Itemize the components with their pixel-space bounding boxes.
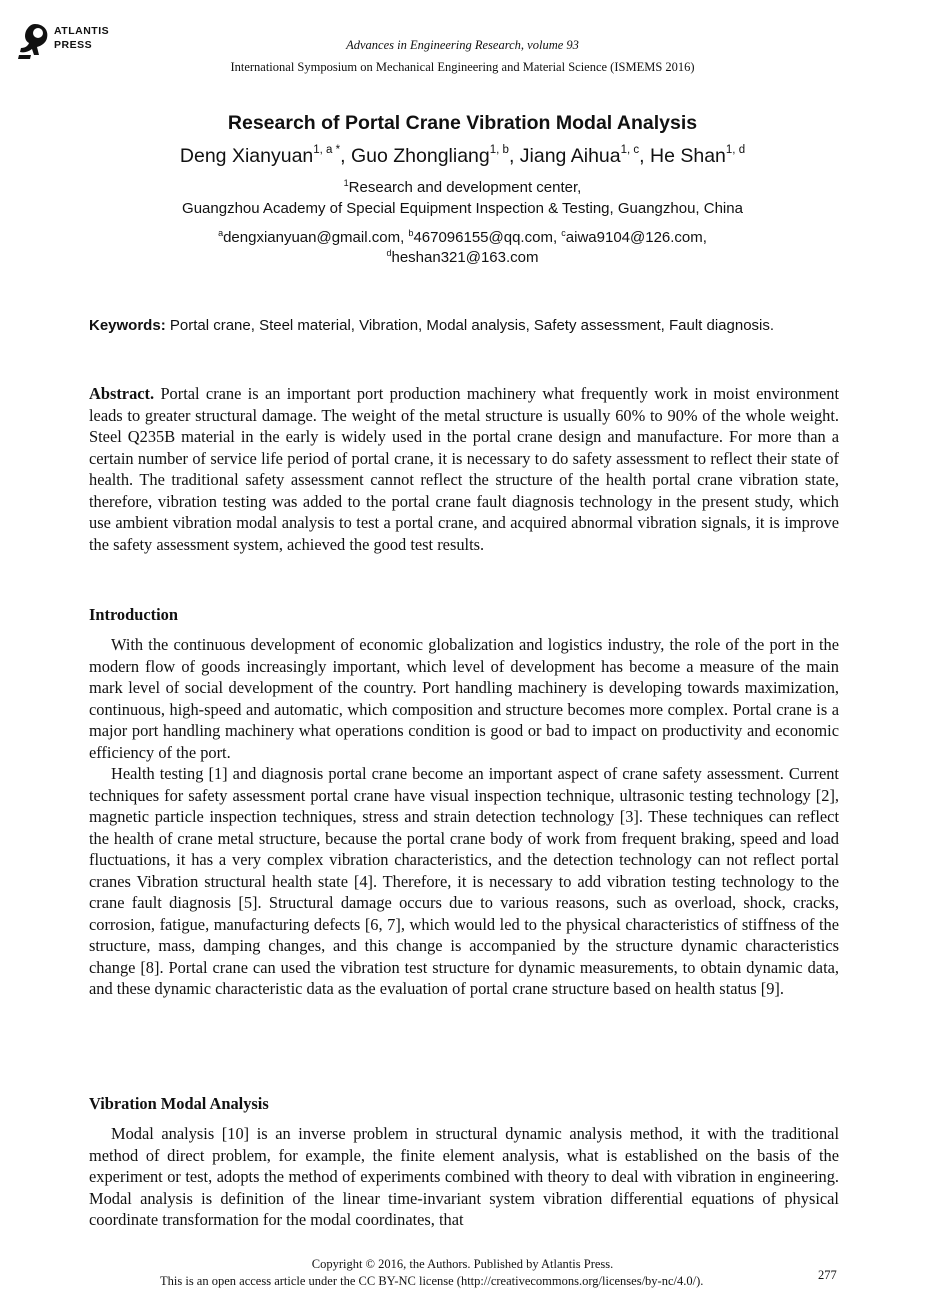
abstract bbox=[89, 383, 839, 555]
email-address[interactable]: dengxianyuan@gmail.com bbox=[223, 229, 401, 246]
author-name: Jiang Aihua bbox=[519, 145, 621, 167]
author-superscript: 1, a * bbox=[313, 144, 341, 156]
vibration-modal-analysis-body bbox=[89, 1123, 839, 1231]
keywords-text: Portal crane, Steel material, Vibration, Modal analysis, Safety assessment, Fault diagnosis. bbox=[169, 317, 775, 334]
email-list: $^a$dengxianyuan@gmail.com, $^b$467096155@qq.com, $^c$aiwa9104@126.com, bbox=[218, 228, 707, 246]
keywords bbox=[89, 316, 839, 336]
affiliation-superscript: 1 bbox=[343, 178, 349, 188]
journal-title: Advances in Engineering Research, volume 93 bbox=[346, 38, 579, 52]
author-list: Deng Xianyuan$^{1, a *}$, Guo Zhongliang$^{1, b}$, Jiang Aihua$^{1, c}$, He Shan$^{1, d}$ bbox=[179, 144, 746, 167]
email-address[interactable]: aiwa9104@126.com bbox=[565, 229, 703, 246]
email-address[interactable]: 467096155@qq.com bbox=[413, 229, 553, 246]
conference-title: International Symposium on Mechanical Engineering and Material Science (ISMEMS 2016) bbox=[230, 60, 695, 74]
abstract-label: Abstract. bbox=[89, 384, 155, 403]
license-notice: This is an open access article under the CC BY-NC license (http://creativecommons.org/licenses/by-nc/4.0/). bbox=[160, 1274, 704, 1288]
email-address[interactable]: heshan321@163.com bbox=[391, 249, 539, 266]
copyright-notice: Copyright © 2016, the Authors. Published by Atlantis Press. bbox=[311, 1257, 614, 1271]
keywords-label: Keywords: bbox=[89, 317, 166, 334]
page-number: 277 bbox=[818, 1268, 837, 1282]
section-heading-introduction: Introduction bbox=[89, 605, 178, 624]
email-list-line2: $^d$heshan321@163.com bbox=[386, 248, 539, 266]
author-name: Guo Zhongliang bbox=[350, 145, 490, 167]
author-superscript: 1, b bbox=[489, 144, 509, 156]
logo-text-line2: PRESS bbox=[54, 39, 93, 51]
paragraph: Modal analysis [10] is an inverse problem in structural dynamic analysis method, it with the traditional method of direct problem, for example, the finite element analysis, what is established on the basis of the experiment or test, adopts the method of experiments combined with theory to deal with vibration in engineering. Modal analysis is definition of the linear time-invariant system vibration differential equations of physical coordinate transformation for the modal coordinates, that bbox=[89, 1124, 839, 1229]
affiliation-line2: Guangzhou Academy of Special Equipment Inspection & Testing, Guangzhou, China bbox=[182, 200, 743, 217]
paragraph: With the continuous development of economic globalization and logistics industry, the role of the port in the modern flow of goods increasingly important, which level of development has become a measure of the main mark level of social development of the country. Port handling machinery is developing towards maximization, continuous, high-speed and automatic, which composition and structure becomes more complex. Portal crane is a major port handling machinery what operations condition is good or bad to impact on productivity and economic efficiency of the port. bbox=[89, 635, 839, 762]
logo-text-line1: ATLANTIS bbox=[54, 25, 110, 37]
paper-title: Research of Portal Crane Vibration Modal Analysis bbox=[227, 112, 698, 134]
introduction-body bbox=[89, 634, 839, 1000]
section-heading-vibration-modal-analysis: Vibration Modal Analysis bbox=[89, 1094, 269, 1113]
author-superscript: 1, d bbox=[725, 144, 746, 156]
affiliation-line1: $^1$Research and development center, bbox=[343, 178, 582, 196]
author-superscript: 1, c bbox=[620, 144, 640, 156]
abstract-text: Portal crane is an important port production machinery what frequently work in moist environment leads to greater structural damage. The weight of the metal structure is usually 60% to 90% of the whole weight. Steel Q235B material in the early is widely used in the portal crane design and manufacture. For more than a certain number of service life period of portal crane, it is necessary to do safety assessment to reflect their state of health. The traditional safety assessment cannot reflect the structure of the health portal crane vibration state, therefore, vibration testing was added to the portal crane fault diagnosis technology in the present study, which use ambient vibration modal analysis to test a portal crane, and acquired abnormal vibration signals, it is improve the safety assessment system, achieved the good test results. bbox=[89, 384, 839, 554]
author-name: He Shan bbox=[650, 145, 726, 167]
author-name: Deng Xianyuan bbox=[179, 145, 314, 167]
paragraph: Health testing [1] and diagnosis portal crane become an important aspect of crane safety assessment. Current techniques for safety assessment portal crane have visual inspection technique, ultrasonic testing technology [2], magnetic particle inspection techniques, stress and strain detection technology [3]. These techniques can reflect the health of crane metal structure, because the portal crane body of work from frequent braking, speed and load fluctuations, it has a very complex vibration characteristics, and the detection technology can not reflect portal cranes Vibration structural health state [4]. Therefore, it is necessary to add vibration testing technology to the crane fault diagnosis [5]. Structural damage occurs due to various reasons, such as overload, shock, cracks, corrosion, fatigue, manufacturing defects [6, 7], which would led to the physical characteristics of stiffness of the structure, mass, damping changes, and this change is accompanied by the structure dynamic characteristics change [8]. Portal crane can used the vibration test structure for dynamic measurements, to obtain dynamic data, and these dynamic characteristic data as the evaluation of portal crane structure based on health status [9]. bbox=[89, 764, 839, 998]
